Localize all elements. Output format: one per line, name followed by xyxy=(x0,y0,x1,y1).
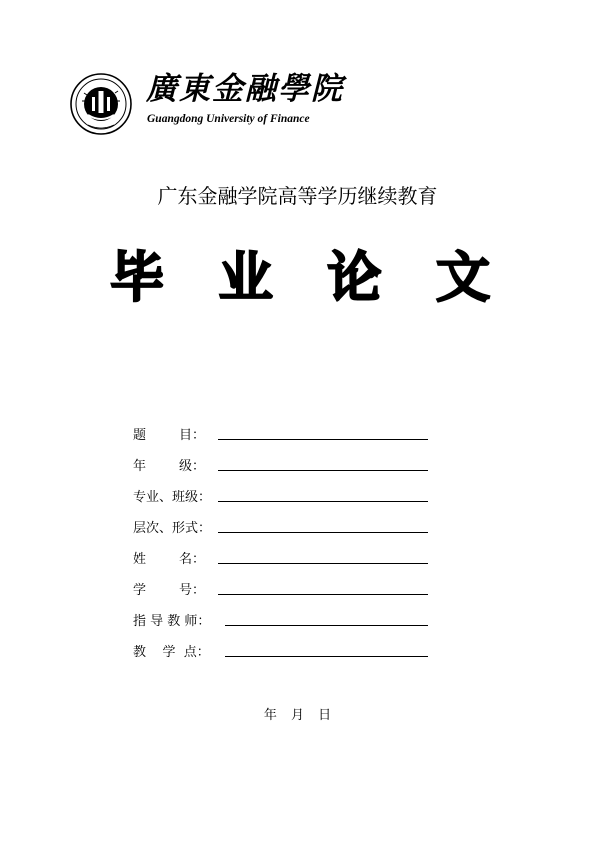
field-label: 指 导 教 师： xyxy=(133,614,211,629)
field-label: 专业、班级： xyxy=(133,490,212,505)
field-input-line[interactable] xyxy=(218,594,428,595)
field-label: 姓 名： xyxy=(133,552,206,567)
field-input-line[interactable] xyxy=(225,656,428,657)
field-input-line[interactable] xyxy=(225,625,428,626)
field-label: 教 学 点： xyxy=(133,645,210,660)
field-label: 学 号： xyxy=(133,583,206,598)
document-subtitle: 广东金融学院高等学历继续教育 xyxy=(157,184,438,208)
field-input-line[interactable] xyxy=(218,470,428,471)
title-char: 论 xyxy=(327,245,382,309)
university-seal-logo xyxy=(70,73,132,135)
title-char: 业 xyxy=(218,245,273,309)
document-title xyxy=(110,245,490,309)
title-char: 文 xyxy=(435,245,490,309)
school-name-en: Guangdong University of Finance xyxy=(147,113,310,125)
field-input-line[interactable] xyxy=(218,532,428,533)
date-line: 年 月 日 xyxy=(263,708,332,723)
title-char: 毕 xyxy=(110,245,164,309)
field-label: 题 目： xyxy=(133,428,206,443)
field-label: 层次、形式： xyxy=(133,521,212,536)
field-input-line[interactable] xyxy=(218,501,428,502)
field-input-line[interactable] xyxy=(218,439,428,440)
school-name-cn: 廣東金融學院 xyxy=(146,71,344,107)
field-label: 年 级： xyxy=(133,459,206,474)
field-input-line[interactable] xyxy=(218,563,428,564)
